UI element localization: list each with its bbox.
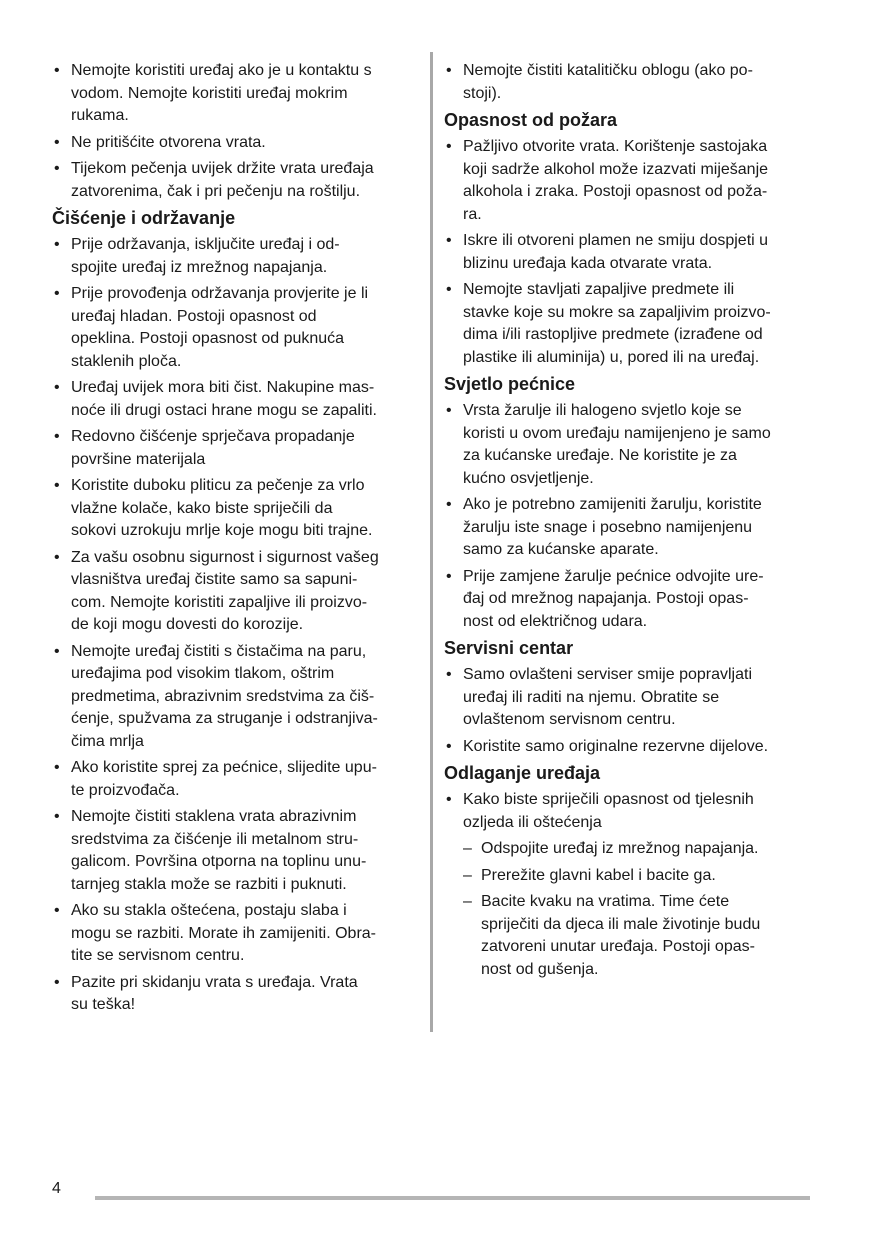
list-item: • Kako biste spriječili opasnost od tjelesnih ozljeda ili oštećenja: [444, 789, 816, 834]
fire-list: [444, 136, 816, 369]
list-item: • Prije zamjene žarulje pećnice odvojite ure- đaj od mrežnog napajanja. Postoji opas- nost od električnog udara.: [444, 566, 816, 634]
disposal-list: [444, 789, 816, 981]
page-number: 4: [52, 1180, 61, 1197]
list-item: • Vrsta žarulje ili halogeno svjetlo koje se koristi u ovom uređaju namijenjeno je samo za kućanske uređaje. Ne koristite je za kućno osvjetljenje.: [444, 400, 816, 490]
list-item: • Pažljivo otvorite vrata. Korištenje sastojaka koji sadrže alkohol može izazvati miješanje alkohola i zraka. Postoji opasnost od poža- ra.: [444, 136, 816, 226]
section-heading-disposal: Odlaganje uređaja: [444, 763, 601, 783]
list-item: • Ako koristite sprej za pećnice, slijedite upu- te proizvođača.: [52, 757, 420, 802]
right-column: [444, 60, 816, 985]
list-item: • Za vašu osobnu sigurnost i sigurnost vašeg vlasništva uređaj čistite samo sa sapuni- com. Nemojte koristiti zapaljive ili proizvo- de koji mogu dovesti do korozije.: [52, 547, 420, 637]
sub-list-item: – Prerežite glavni kabel i bacite ga.: [444, 865, 816, 888]
section-heading-cleaning: Čišćenje i održavanje: [52, 208, 236, 228]
sub-list-item: – Odspojite uređaj iz mrežnog napajanja.: [444, 838, 816, 861]
cleaning-list: [52, 234, 420, 1017]
list-item: • Tijekom pečenja uvijek držite vrata uređaja zatvorenima, čak i pri pečenju na roštilju.: [52, 158, 420, 203]
left-column: [52, 60, 420, 1021]
list-item: • Ako je potrebno zamijeniti žarulju, koristite žarulju iste snage i posebno namijenjenu samo za kućanske aparate.: [444, 494, 816, 562]
footer-rule: [95, 1196, 810, 1200]
column-divider: [430, 52, 433, 1032]
light-list: [444, 400, 816, 633]
list-item: • Koristite duboku pliticu za pečenje za vrlo vlažne kolače, kako biste spriječili da sokovi uzrokuju mrlje koje mogu biti trajne.: [52, 475, 420, 543]
list-item: • Samo ovlašteni serviser smije popravljati uređaj ili raditi na njemu. Obratite se ovlaštenom servisnom centru.: [444, 664, 816, 732]
list-item: • Nemojte čistiti staklena vrata abrazivnim sredstvima za čišćenje ili metalnom stru- galicom. Površina otporna na toplinu unu- tarnjeg stakla može se razbiti i puknuti.: [52, 806, 420, 896]
section-heading-fire: Opasnost od požara: [444, 110, 618, 130]
list-item: • Prije provođenja održavanja provjerite je li uređaj hladan. Postoji opasnost od opeklina. Postoji opasnost od puknuća staklenih ploča.: [52, 283, 420, 373]
list-item: • Nemojte stavljati zapaljive predmete ili stavke koje su mokre sa zapaljivim proizvo- dima i/ili rastopljive predmete (izrađene od plastike ili aluminija) u, pored ili na uređaj.: [444, 279, 816, 369]
list-item: • Ako su stakla oštećena, postaju slaba i mogu se razbiti. Morate ih zamijeniti. Obra- tite se servisnom centru.: [52, 900, 420, 968]
list-item: • Nemojte uređaj čistiti s čistačima na paru, uređajima pod visokim tlakom, oštrim predmetima, abrazivnim sredstvima za čiš- ćenje, spužvama za struganje i odstranjiva- čima mrlja: [52, 641, 420, 754]
sub-list-item: – Bacite kvaku na vratima. Time ćete spriječiti da djeca ili male životinje budu zatvoreni unutar uređaja. Postoji opas- nost od gušenja.: [444, 891, 816, 981]
list-item: • Prije održavanja, isključite uređaj i od- spojite uređaj iz mrežnog napajanja.: [52, 234, 420, 279]
list-item: • Nemojte čistiti katalitičku oblogu (ako po- stoji).: [444, 60, 816, 105]
list-item: • Ne pritišćite otvorena vrata.: [52, 132, 420, 155]
list-item: • Nemojte koristiti uređaj ako je u kontaktu s vodom. Nemojte koristiti uređaj mokrim rukama.: [52, 60, 420, 128]
section-heading-light: Svjetlo pećnice: [444, 374, 576, 394]
list-item: • Redovno čišćenje sprječava propadanje površine materijala: [52, 426, 420, 471]
intro-list-left: [52, 60, 420, 203]
list-item: • Uređaj uvijek mora biti čist. Nakupine mas- noće ili drugi ostaci hrane mogu se zapaliti.: [52, 377, 420, 422]
list-item: • Pazite pri skidanju vrata s uređaja. Vrata su teška!: [52, 972, 420, 1017]
service-list: [444, 664, 816, 758]
list-item: • Koristite samo originalne rezervne dijelove.: [444, 736, 816, 759]
section-heading-service: Servisni centar: [444, 638, 574, 658]
intro-list-right: [444, 60, 816, 105]
list-item: • Iskre ili otvoreni plamen ne smiju dospjeti u blizinu uređaja kada otvarate vrata.: [444, 230, 816, 275]
